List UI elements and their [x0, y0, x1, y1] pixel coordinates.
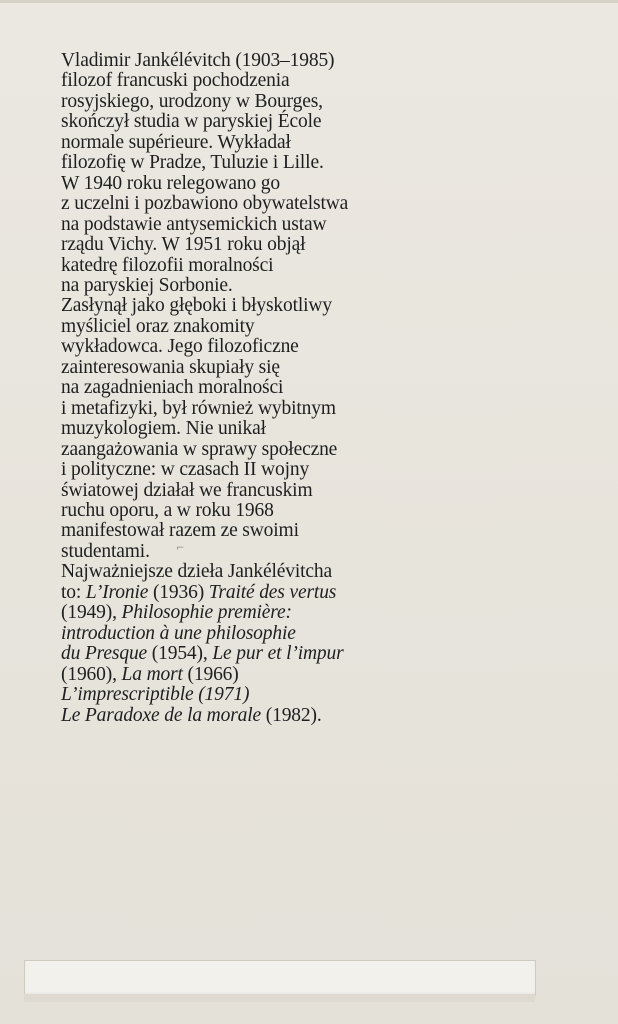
bio-line: muzykologiem. Nie unikał [61, 418, 266, 440]
bio-line: na podstawie antysemickich ustaw [61, 213, 327, 235]
work-title: introduction à une philosophie [61, 622, 296, 644]
bio-line: zainteresowania skupiały się [61, 356, 280, 378]
bio-line: i polityczne: w czasach II wojny [61, 459, 310, 481]
works-line [61, 706, 381, 726]
works-line [61, 562, 381, 582]
bio-line: rządu Vichy. W 1951 roku objął [61, 234, 306, 256]
bio-line: Vladimir Jankélévitch (1903–1985) [61, 50, 335, 71]
bio-line: na paryskiej Sorbonie. [61, 274, 233, 296]
works-text: (1982). [261, 704, 322, 726]
work-title: Le Paradoxe de la morale [61, 704, 262, 726]
work-title: du Presque [61, 643, 148, 665]
bio-line: filozof francuski pochodzenia [61, 70, 290, 92]
bio-line: normale supérieure. Wykładał [61, 131, 291, 153]
author-biography [61, 51, 381, 726]
work-title: Traité des vertus [208, 581, 337, 603]
barcode-sticker-strip [24, 960, 536, 996]
bio-line: katedrę filozofii moralności [61, 254, 274, 276]
bio-line: myśliciel oraz znakomity [61, 315, 255, 337]
work-title: La mort [121, 663, 183, 685]
works-line [61, 583, 381, 603]
works-line [61, 665, 381, 685]
sticker-shadow [24, 994, 535, 1002]
works-text: (1949), [61, 602, 122, 624]
bio-line: filozofię w Pradze, Tuluzie i Lille. [61, 152, 324, 174]
bio-line: z uczelni i pozbawiono obywatelstwa [61, 193, 349, 215]
bio-line: studentami. [61, 540, 150, 562]
bio-line: wykładowca. Jego filozoficzne [61, 336, 299, 358]
bio-line: skończył studia w paryskiej École [61, 111, 322, 133]
works-text: (1954), [147, 643, 213, 665]
bio-line: W 1940 roku relegowano go [61, 172, 281, 194]
work-title: L’imprescriptible (1971) [61, 684, 250, 706]
works-text: to: [61, 581, 86, 603]
cover-top-edge [0, 0, 618, 3]
major-works-list [61, 562, 381, 726]
works-line [61, 603, 381, 623]
work-title: L’Ironie [85, 581, 149, 603]
bio-line: manifestował razem ze swoimi [61, 520, 299, 542]
works-text: (1936) [148, 581, 209, 603]
bio-line: rosyjskiego, urodzony w Bourges, [61, 90, 323, 112]
work-title: Philosophie première: [121, 602, 292, 624]
bio-line: i metafizyki, był również wybitnym [61, 397, 336, 419]
work-title: Le pur et l’impur [212, 643, 344, 665]
stray-print-mark: ⌐ [176, 543, 185, 554]
works-line [61, 685, 381, 705]
bio-line: ruchu oporu, a w roku 1968 [61, 499, 274, 521]
works-text: (1960), [61, 663, 122, 685]
bio-line: zaangażowania w sprawy społeczne [61, 438, 338, 460]
works-text: Najważniejsze dzieła Jankélévitcha [61, 561, 333, 583]
bio-line: Zasłynął jako głęboki i błyskotliwy [61, 295, 332, 317]
bio-line: na zagadnieniach moralności [61, 377, 284, 399]
works-line [61, 624, 381, 644]
bio-line: światowej działał we francuskim [61, 479, 313, 501]
works-line [61, 644, 381, 664]
works-text: (1966) [182, 663, 239, 685]
